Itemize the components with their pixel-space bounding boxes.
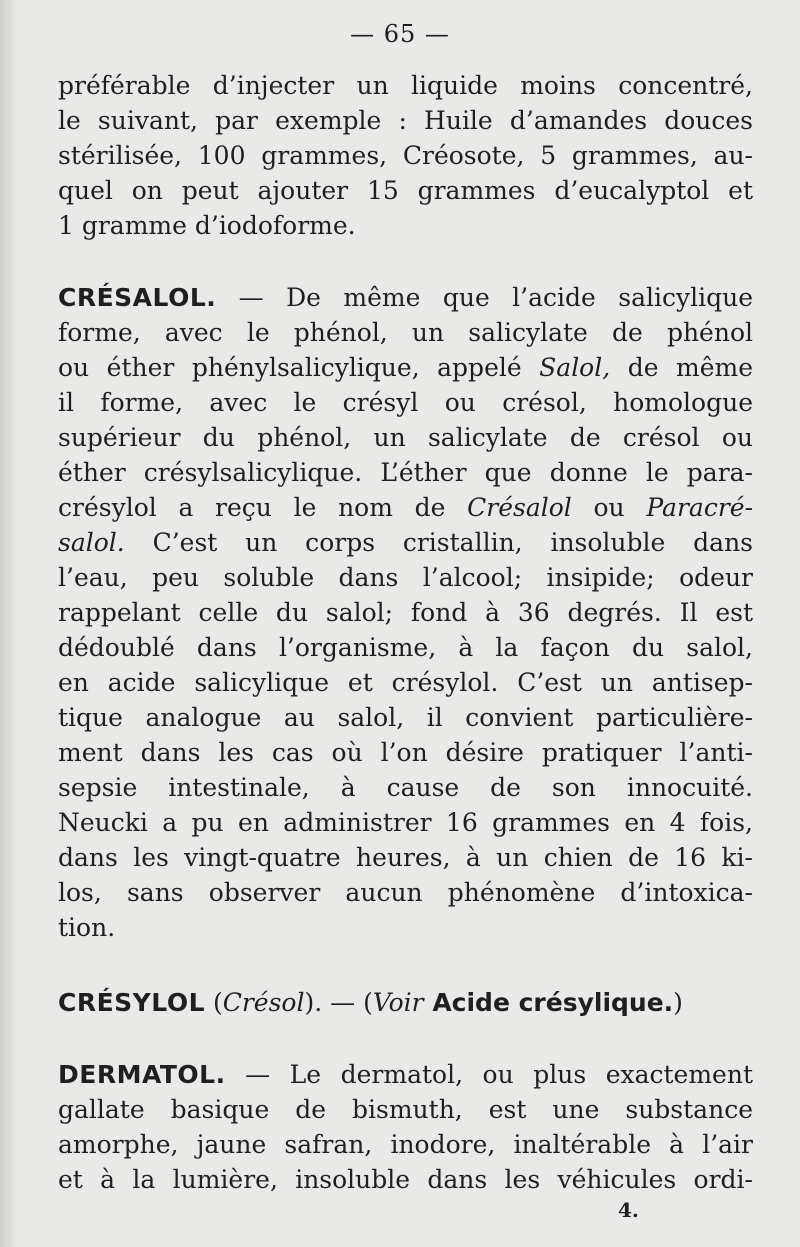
page-edge-shadow (0, 0, 18, 1247)
text-line: 1 gramme d’iodoforme. (58, 211, 356, 240)
text-fragment: ou (571, 493, 647, 522)
text-line: rappelant celle du salol; fond à 36 degrés. Il est (58, 598, 753, 627)
text-line: et à la lumière, insoluble dans les véhicules ordi- (58, 1165, 753, 1194)
text-line: ment dans les cas où l’on désire pratiquer l’anti- (58, 738, 753, 767)
text-fragment: de même (610, 353, 753, 382)
paragraph-dermatol (58, 1057, 753, 1197)
entry-term-cresylol: CRÉSYLOL (58, 988, 206, 1017)
text-line: éther crésylsalicylique. L’éther que donne le para- (58, 458, 753, 487)
text-line: le suivant, par exemple : Huile d’amandes douces (58, 106, 753, 135)
text-line (58, 525, 753, 560)
text-fragment: ) (673, 988, 683, 1017)
text-line: gallate basique de bismuth, est une substance (58, 1095, 753, 1124)
text-line: amorphe, jaune safran, inodore, inaltérable à l’air (58, 1130, 753, 1159)
text-line (58, 350, 753, 385)
text-line (58, 280, 753, 315)
signature-mark: 4. (618, 1198, 639, 1222)
text-line: forme, avec le phénol, un salicylate de phénol (58, 318, 753, 347)
text-line: los, sans observer aucun phénomène d’intoxica- (58, 878, 753, 907)
text-line: tion. (58, 913, 116, 942)
text-line (58, 985, 753, 1020)
cross-reference: Acide crésylique. (423, 988, 674, 1017)
italic-term-salol: Salol, (539, 353, 611, 382)
italic-term-paracresalol: Paracré- (646, 493, 754, 522)
text-line: en acide salicylique et crésylol. C’est un antisep- (58, 668, 753, 697)
text-line: dans les vingt-quatre heures, à un chien de 16 ki- (58, 843, 753, 872)
text-line: il forme, avec le crésyl ou crésol, homologue (58, 388, 753, 417)
italic-alias-cresol: Crésol (222, 988, 305, 1017)
text-line: dédoublé dans l’organisme, à la façon du salol, (58, 633, 753, 662)
italic-term-cresalol: Crésalol (467, 493, 572, 522)
text-line: préférable d’injecter un liquide moins concentré, (58, 71, 753, 100)
text-fragment: C’est un corps cristallin, insoluble dans (124, 528, 753, 557)
paragraph-cresalol (58, 280, 753, 945)
text-fragment: ( (205, 988, 223, 1017)
text-fragment: — Le dermatol, ou plus exactement (225, 1060, 753, 1089)
italic-term-paracresalol-end: salol. (58, 528, 125, 557)
italic-voir: Voir (372, 988, 424, 1017)
text-line (58, 1057, 753, 1092)
text-fragment: ou éther phénylsalicylique, appelé (58, 353, 540, 382)
text-line: Neucki a pu en administrer 16 grammes en 4 fois, (58, 808, 753, 837)
paragraph-cresylol (58, 985, 753, 1020)
text-fragment: — De même que l’acide salicylique (216, 283, 753, 312)
paragraph-creosote-continued (58, 68, 753, 243)
text-line (58, 490, 753, 525)
text-line: tique analogue au salol, il convient particulière- (58, 703, 753, 732)
page-number: — 65 — (350, 20, 450, 48)
entry-term-cresalol: CRÉSALOL. (58, 283, 217, 312)
text-fragment: ). — ( (304, 988, 373, 1017)
text-line: stérilisée, 100 grammes, Créosote, 5 grammes, au- (58, 141, 753, 170)
text-fragment: crésylol a reçu le nom de (58, 493, 468, 522)
entry-term-dermatol: DERMATOL. (58, 1060, 226, 1089)
text-line: sepsie intestinale, à cause de son innocuité. (58, 773, 753, 802)
text-line: quel on peut ajouter 15 grammes d’eucalyptol et (58, 176, 753, 205)
text-line: supérieur du phénol, un salicylate de crésol ou (58, 423, 753, 452)
text-line: l’eau, peu soluble dans l’alcool; insipide; odeur (58, 563, 753, 592)
